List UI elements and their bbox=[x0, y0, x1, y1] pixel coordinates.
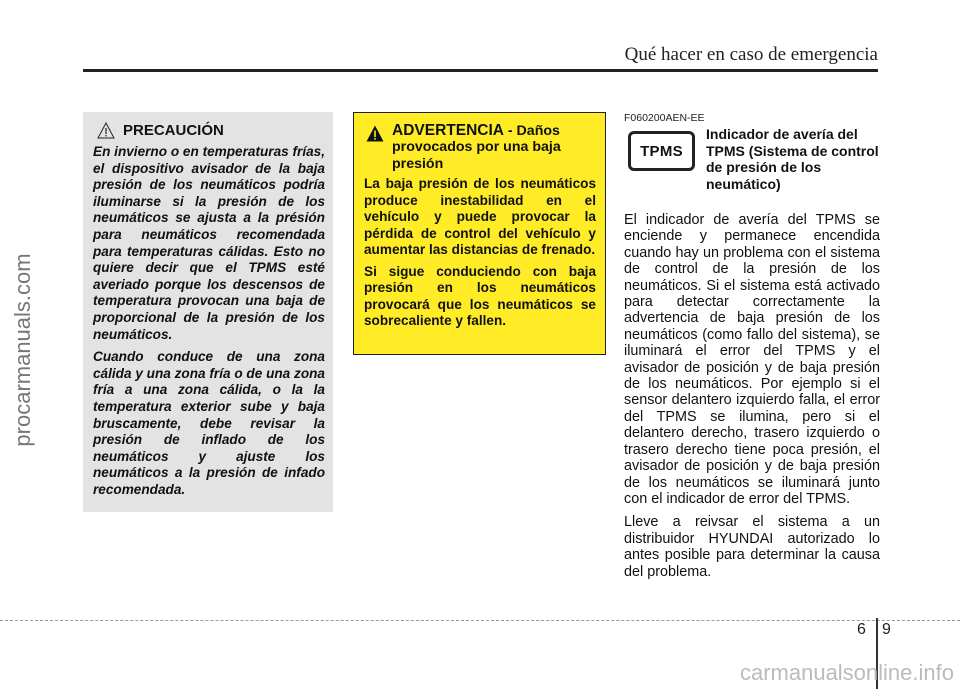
warning-triangle-icon bbox=[97, 122, 115, 139]
warning-title-rest: - Daños provocados por una baja presión bbox=[392, 123, 561, 172]
indicator-description bbox=[624, 212, 880, 580]
warning-title bbox=[392, 123, 596, 172]
warning-paragraph-2: Si sigue conduciendo con baja presión en los neumáticos provocará que los neumáticos se sobrecaliente y fallen. bbox=[364, 263, 596, 329]
indicator-title: Indicador de avería del TPMS (Sistema de control de presión de los neumático) bbox=[706, 126, 879, 192]
warning-header bbox=[366, 123, 596, 172]
footer-watermark: carmanualsonline.info bbox=[739, 660, 954, 685]
warning-triangle-icon bbox=[366, 125, 384, 142]
caution-paragraph-2: Cuando conduce de una zona cálida y una zona fría o de una zona fría a una zona cálida, o la la temperatura exterior sube y baja bruscamente, debe revisar la presión de inflado de los neumáticos y ajuste los neumáticos a la presión de infado recomendada. bbox=[93, 349, 325, 497]
warning-title-main: ADVERTENCIA bbox=[392, 122, 504, 139]
page-number: 9 bbox=[882, 621, 891, 638]
tpms-badge-label: TPMS bbox=[640, 142, 683, 160]
side-watermark-text: procarmanuals.com bbox=[10, 253, 35, 447]
side-watermark bbox=[1, 200, 45, 500]
chapter-number: 6 bbox=[857, 621, 866, 638]
warning-paragraph-1: La baja presión de los neumáticos produce inestabilidad en el vehículo y puede provocar la pérdida de control del vehículo y aumentar las distancias de frenado. bbox=[364, 176, 596, 258]
caution-box bbox=[83, 112, 333, 512]
tpms-indicator-icon bbox=[628, 131, 695, 171]
description-paragraph-2: Lleve a reivsar el sistema a un distribuidor HYUNDAI autorizado lo antes posible para determinar la causa del problema. bbox=[624, 514, 880, 580]
warning-box bbox=[353, 112, 606, 355]
section-title: Qué hacer en caso de emergencia bbox=[624, 44, 878, 65]
caution-paragraph-1: En invierno o en temperaturas frías, el dispositivo avisador de la baja presión de los neumáticos podría iluminarse si la presión de los neumáticos se ajusta a la présión para neumáticos recomendada para temperaturas cálidas. Esto no quiere decir que el TPMS esté averiado porque los descensos de temperatura provocan una baja de proporcional de la presión de los neumáticos. bbox=[93, 144, 325, 342]
section-code: F060200AEN-EE bbox=[624, 112, 705, 124]
footer-rule bbox=[0, 620, 960, 621]
caution-title: PRECAUCIÓN bbox=[123, 122, 224, 139]
caution-header bbox=[97, 122, 325, 139]
header-rule bbox=[83, 69, 878, 72]
description-paragraph-1: El indicador de avería del TPMS se enciende y permanece encendida cuando hay un problema con el sistema de control de la presión de los neumáticos. Si el sistema está activado para detectar correctamente la advertencia de baja presión de los neumáticos (como fallo del sistema), se iluminará el error del TPMS y el avisador de posición y de baja presión de los neumáticos. Por ejemplo si el sensor delantero izquierdo falla, el error del TPMS se ilumina, pero si el delantero derecho, trasero izquierdo o trasero derecho tiene poca presión, el avisador de posición y de baja presión de los neumáticos se iluminará junto con el indicador de error del TPMS. bbox=[624, 212, 880, 507]
